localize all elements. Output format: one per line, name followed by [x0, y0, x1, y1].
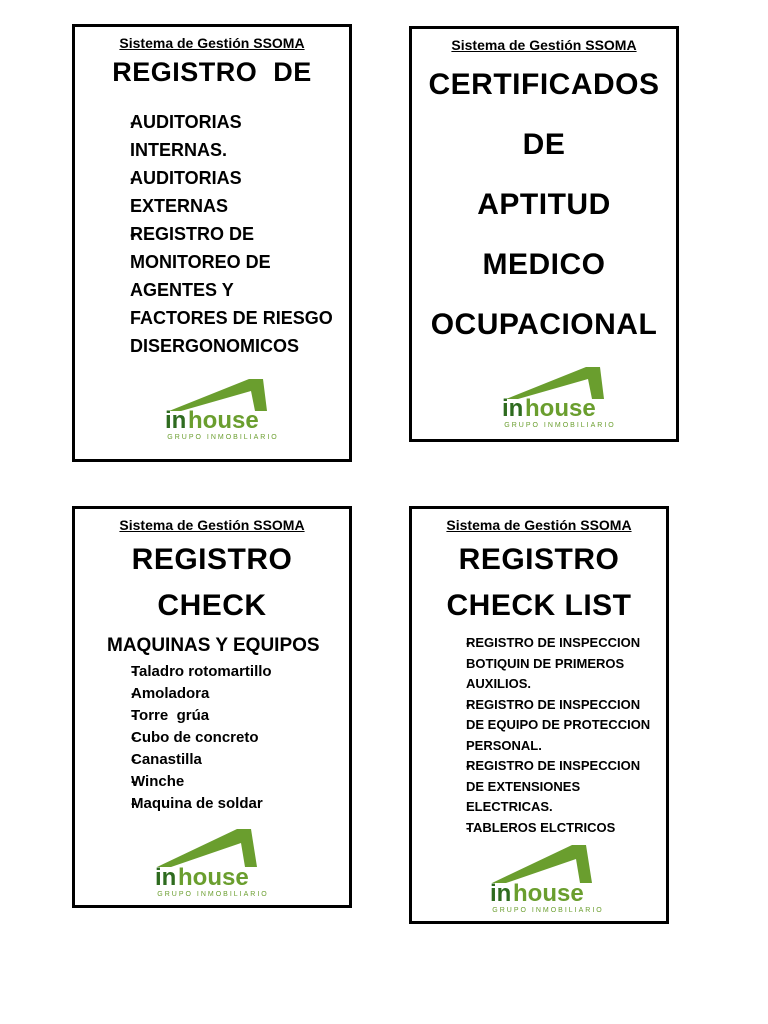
house-roof-icon — [488, 843, 608, 915]
logo-brand-suffix: house — [188, 407, 259, 434]
list-item: - AUDITORIAS INTERNAS. — [108, 108, 333, 164]
roof-shape — [492, 845, 592, 883]
title-line: CHECK LIST — [446, 589, 632, 622]
list-item: - TABLEROS ELCTRICOS — [442, 818, 660, 839]
title-line: REGISTRO — [131, 543, 293, 576]
house-roof-icon — [163, 377, 283, 441]
title-line: APTITUD — [477, 188, 611, 221]
logo-brand-prefix: in — [502, 395, 524, 422]
item-list — [107, 661, 337, 815]
inhouse-logo — [153, 827, 273, 899]
card-header: Sistema de Gestión SSOMA — [119, 517, 305, 533]
roof-shape — [157, 829, 257, 867]
card-registro-check-list — [409, 506, 669, 924]
inhouse-logo — [488, 843, 608, 915]
house-roof-icon — [500, 365, 620, 429]
card-subtitle: MAQUINAS Y EQUIPOS — [107, 635, 320, 656]
card-header: Sistema de Gestión SSOMA — [446, 517, 632, 533]
list-item: - REGISTRO DE INSPECCION DE EQUIPO DE PROTECCION PERSONAL. — [442, 695, 660, 757]
logo-brand-suffix: house — [525, 395, 596, 422]
card-header: Sistema de Gestión SSOMA — [119, 35, 305, 51]
list-item: - Canastilla — [107, 749, 337, 771]
title-line: CHECK — [157, 589, 267, 622]
card-header: Sistema de Gestión SSOMA — [451, 37, 637, 53]
logo-tagline: GRUPO INMOBILIARIO — [504, 422, 616, 429]
card-title — [412, 55, 676, 355]
title-line: REGISTRO — [458, 543, 620, 576]
logo-brand-suffix: house — [513, 880, 584, 907]
house-roof-icon — [153, 827, 273, 899]
list-item: - REGISTRO DE INSPECCION DE EXTENSIONES ELECTRICAS. — [442, 756, 660, 818]
inhouse-logo — [500, 365, 620, 429]
list-item: - Amoladora — [107, 683, 337, 705]
card-registro-auditorias — [72, 24, 352, 462]
list-item: - AUDITORIAS EXTERNAS — [108, 164, 333, 220]
list-item: - Winche — [107, 771, 337, 793]
card-registro-check — [72, 506, 352, 908]
title-line: MEDICO — [482, 248, 606, 281]
card-certificados — [409, 26, 679, 442]
list-item: - REGISTRO DE INSPECCION BOTIQUIN DE PRIMEROS AUXILIOS. — [442, 633, 660, 695]
logo-brand-prefix: in — [155, 864, 177, 891]
list-item: - Maquina de soldar — [107, 793, 337, 815]
list-item: - REGISTRO DE MONITOREO DE AGENTES Y FACTORES DE RIESGO DISERGONOMICOS — [108, 220, 333, 360]
logo-tagline: GRUPO INMOBILIARIO — [167, 434, 279, 441]
list-item: - Torre grúa — [107, 705, 337, 727]
logo-brand-suffix: house — [178, 864, 249, 891]
inhouse-logo — [163, 377, 283, 441]
list-item: - Cubo de concreto — [107, 727, 337, 749]
title-line: OCUPACIONAL — [430, 308, 658, 341]
card-title: REGISTRO DE — [112, 57, 312, 87]
logo-brand-prefix: in — [165, 407, 187, 434]
title-line: CERTIFICADOS — [428, 68, 660, 101]
item-list — [108, 108, 333, 360]
logo-tagline: GRUPO INMOBILIARIO — [492, 907, 604, 914]
logo-tagline: GRUPO INMOBILIARIO — [157, 891, 269, 898]
logo-brand-prefix: in — [490, 880, 512, 907]
item-list — [442, 633, 660, 838]
title-line: DE — [522, 128, 566, 161]
list-item: - Taladro rotomartillo — [107, 661, 337, 683]
